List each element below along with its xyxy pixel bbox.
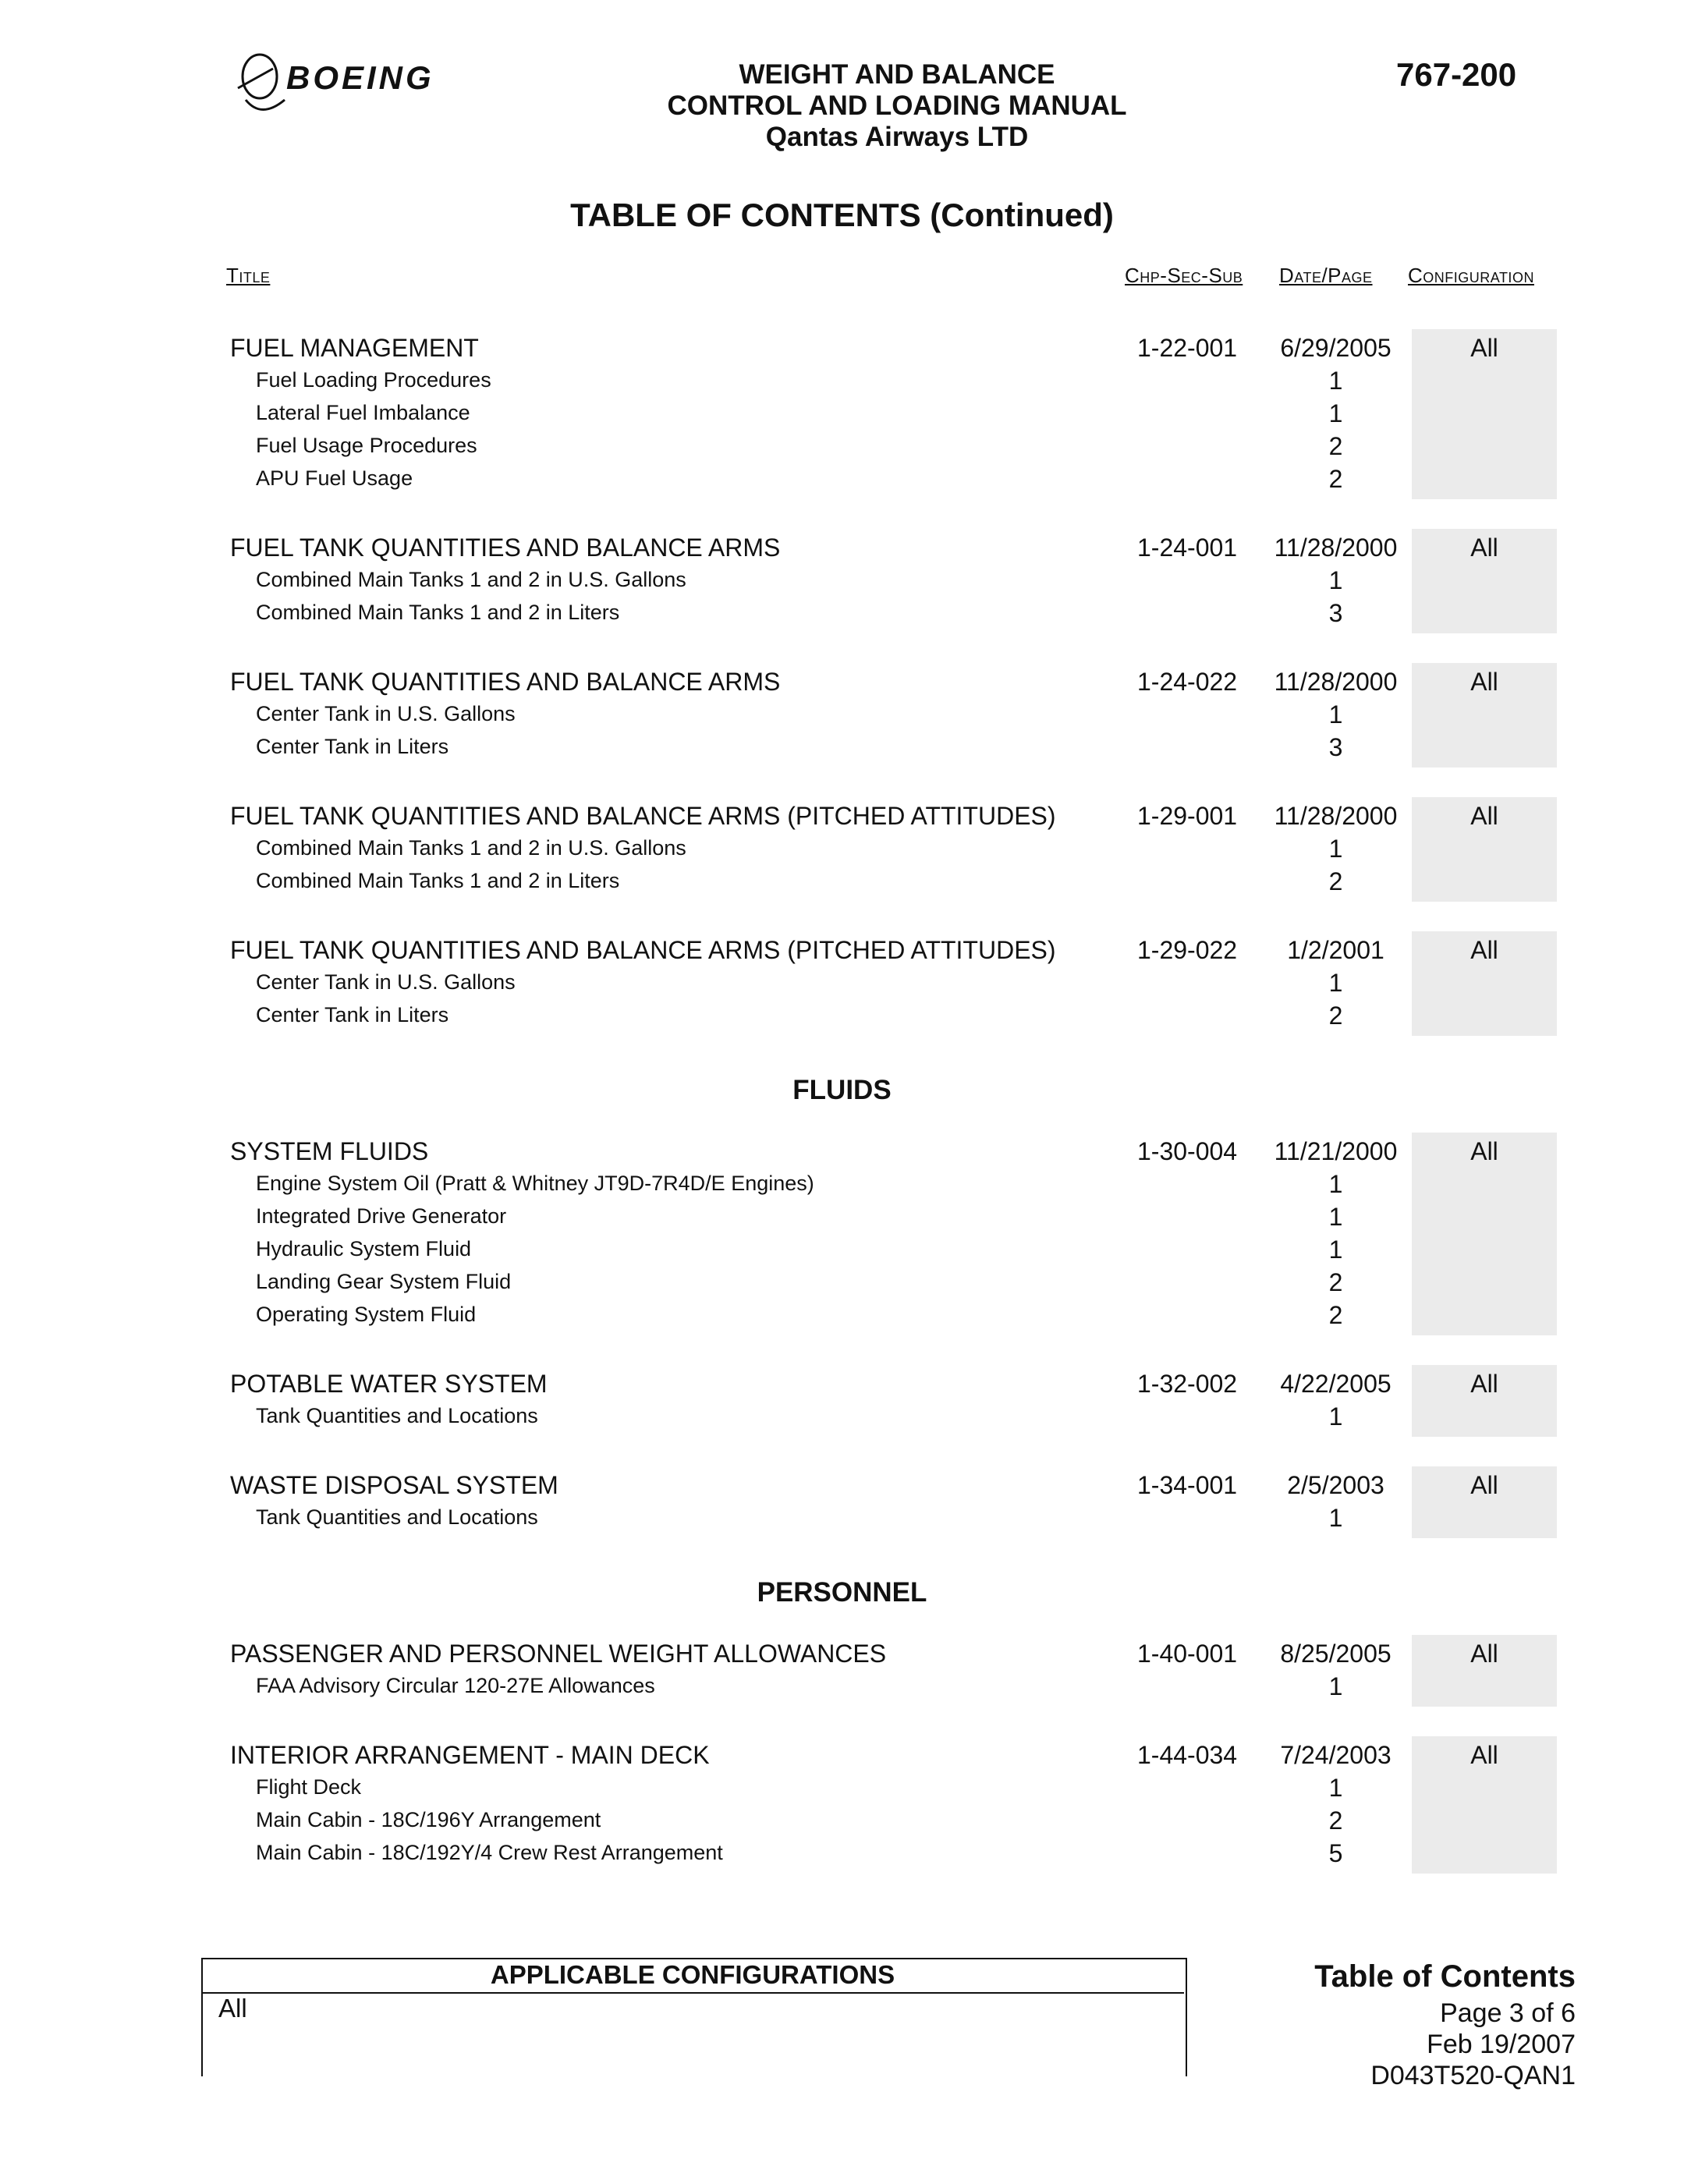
subentry-page: 1 <box>1328 835 1343 863</box>
entry-date: 11/28/2000 <box>1274 534 1398 562</box>
subentry-title: Combined Main Tanks 1 and 2 in U.S. Gallons <box>256 568 686 591</box>
subentry-title: FAA Advisory Circular 120-27E Allowances <box>256 1674 655 1697</box>
subentry-page: 1 <box>1328 969 1343 997</box>
subentry-title: Fuel Usage Procedures <box>256 434 477 457</box>
entry-chp-sec-sub: 1-32-002 <box>1137 1370 1238 1398</box>
subentry-title: Center Tank in U.S. Gallons <box>256 702 516 725</box>
subentry-page: 1 <box>1328 1402 1343 1431</box>
entry-chp-sec-sub: 1-24-001 <box>1137 534 1238 562</box>
subentry-title: Center Tank in Liters <box>256 735 449 758</box>
entry-configuration: All <box>1470 1370 1498 1398</box>
subentry-title: Integrated Drive Generator <box>256 1204 507 1228</box>
subentry-page: 1 <box>1328 1774 1343 1802</box>
applicable-config-value: All <box>218 1994 247 2023</box>
subentry-title: Lateral Fuel Imbalance <box>256 401 470 424</box>
entry-chp-sec-sub: 1-44-034 <box>1137 1741 1238 1769</box>
subentry-title: Combined Main Tanks 1 and 2 in U.S. Gallons <box>256 836 686 860</box>
entry-configuration: All <box>1470 1640 1498 1668</box>
toc-title: TABLE OF CONTENTS (Continued) <box>570 197 1114 233</box>
entry-chp-sec-sub: 1-24-022 <box>1137 668 1238 696</box>
entry-date: 4/22/2005 <box>1280 1370 1392 1398</box>
subentry-page: 2 <box>1328 465 1343 493</box>
subentry-page: 1 <box>1328 1170 1343 1198</box>
column-header-chp: Chp-Sec-Sub <box>1125 264 1243 287</box>
subentry-page: 2 <box>1328 1002 1343 1030</box>
entry-date: 11/28/2000 <box>1274 668 1398 696</box>
entry-configuration: All <box>1470 936 1498 964</box>
subentry-page: 1 <box>1328 1203 1343 1231</box>
subentry-page: 2 <box>1328 1806 1343 1835</box>
entry-configuration: All <box>1470 334 1498 362</box>
entry-title: FUEL TANK QUANTITIES AND BALANCE ARMS <box>230 668 781 696</box>
subentry-title: Center Tank in U.S. Gallons <box>256 970 516 994</box>
entry-date: 11/21/2000 <box>1274 1137 1398 1165</box>
entry-date: 6/29/2005 <box>1280 334 1392 362</box>
subentry-title: Main Cabin - 18C/196Y Arrangement <box>256 1808 601 1831</box>
subentry-title: Landing Gear System Fluid <box>256 1270 512 1293</box>
entry-title: SYSTEM FLUIDS <box>230 1137 429 1165</box>
entry-configuration: All <box>1470 668 1498 696</box>
entry-title: PASSENGER AND PERSONNEL WEIGHT ALLOWANCES <box>230 1640 887 1668</box>
entry-title: FUEL TANK QUANTITIES AND BALANCE ARMS (PITCHED ATTITUDES) <box>230 802 1056 830</box>
subentry-page: 1 <box>1328 1504 1343 1532</box>
manual-title-line: Qantas Airways LTD <box>765 122 1029 152</box>
subentry-page: 1 <box>1328 367 1343 395</box>
entry-configuration: All <box>1470 1471 1498 1499</box>
entry-date: 2/5/2003 <box>1287 1471 1384 1499</box>
entry-title: FUEL TANK QUANTITIES AND BALANCE ARMS (PITCHED ATTITUDES) <box>230 936 1056 964</box>
entry-title: INTERIOR ARRANGEMENT - MAIN DECK <box>230 1741 710 1769</box>
entry-configuration: All <box>1470 1741 1498 1769</box>
entry-chp-sec-sub: 1-22-001 <box>1137 334 1238 362</box>
entry-chp-sec-sub: 1-34-001 <box>1137 1471 1238 1499</box>
footer-doc-number: D043T520-QAN1 <box>1370 2061 1576 2090</box>
subentry-page: 3 <box>1328 733 1343 761</box>
subentry-page: 2 <box>1328 1268 1343 1296</box>
entry-chp-sec-sub: 1-29-022 <box>1137 936 1238 964</box>
subentry-page: 3 <box>1328 599 1343 627</box>
entry-date: 11/28/2000 <box>1274 802 1398 830</box>
subentry-page: 1 <box>1328 1236 1343 1264</box>
subentry-page: 1 <box>1328 566 1343 594</box>
manual-title <box>546 59 1248 153</box>
subentry-page: 2 <box>1328 432 1343 460</box>
entry-chp-sec-sub: 1-30-004 <box>1137 1137 1238 1165</box>
entry-date: 1/2/2001 <box>1287 936 1384 964</box>
applicable-config-heading: APPLICABLE CONFIGURATIONS <box>201 1958 1184 1994</box>
column-header-title: Title <box>226 264 271 287</box>
subentry-title: Tank Quantities and Locations <box>256 1505 538 1529</box>
subentry-title: Center Tank in Liters <box>256 1003 449 1026</box>
manual-title-line: CONTROL AND LOADING MANUAL <box>667 90 1127 121</box>
subentry-page: 1 <box>1328 700 1343 729</box>
subentry-page: 1 <box>1328 1672 1343 1700</box>
subentry-page: 1 <box>1328 399 1343 427</box>
manual-title-line: WEIGHT AND BALANCE <box>739 59 1055 90</box>
subentry-title: Operating System Fluid <box>256 1303 477 1326</box>
entry-configuration: All <box>1470 802 1498 830</box>
entry-title: FUEL MANAGEMENT <box>230 334 479 362</box>
column-header-config: Configuration <box>1408 264 1534 287</box>
boeing-wordmark: BOEING <box>286 59 434 96</box>
entry-title: WASTE DISPOSAL SYSTEM <box>230 1471 558 1499</box>
subentry-title: Fuel Loading Procedures <box>256 368 491 392</box>
subentry-page: 5 <box>1328 1839 1343 1867</box>
section-heading: PERSONNEL <box>757 1577 927 1608</box>
entry-date: 7/24/2003 <box>1280 1741 1392 1769</box>
subentry-title: Hydraulic System Fluid <box>256 1237 472 1260</box>
subentry-title: Engine System Oil (Pratt & Whitney JT9D-7R4D/E Engines) <box>256 1172 814 1195</box>
subentry-page: 2 <box>1328 1301 1343 1329</box>
entry-chp-sec-sub: 1-40-001 <box>1137 1640 1238 1668</box>
subentry-page: 2 <box>1328 867 1343 895</box>
boeing-logo <box>230 45 558 131</box>
footer-page: Page 3 of 6 <box>1440 1998 1576 2028</box>
entry-configuration: All <box>1470 534 1498 562</box>
subentry-title: Combined Main Tanks 1 and 2 in Liters <box>256 869 620 892</box>
entry-configuration: All <box>1470 1137 1498 1165</box>
entry-title: FUEL TANK QUANTITIES AND BALANCE ARMS <box>230 534 781 562</box>
subentry-title: APU Fuel Usage <box>256 466 413 490</box>
subentry-title: Tank Quantities and Locations <box>256 1404 538 1427</box>
column-header-date: Date/Page <box>1279 264 1373 287</box>
section-heading: FLUIDS <box>792 1075 892 1105</box>
entry-title: POTABLE WATER SYSTEM <box>230 1370 548 1398</box>
aircraft-model: 767-200 <box>1396 56 1517 93</box>
subentry-title: Main Cabin - 18C/192Y/4 Crew Rest Arrangement <box>256 1841 723 1864</box>
entry-date: 8/25/2005 <box>1280 1640 1392 1668</box>
subentry-title: Flight Deck <box>256 1775 362 1799</box>
subentry-title: Combined Main Tanks 1 and 2 in Liters <box>256 601 620 624</box>
footer-date: Feb 19/2007 <box>1427 2030 1576 2059</box>
entry-chp-sec-sub: 1-29-001 <box>1137 802 1238 830</box>
footer-section: Table of Contents <box>1314 1959 1576 1994</box>
